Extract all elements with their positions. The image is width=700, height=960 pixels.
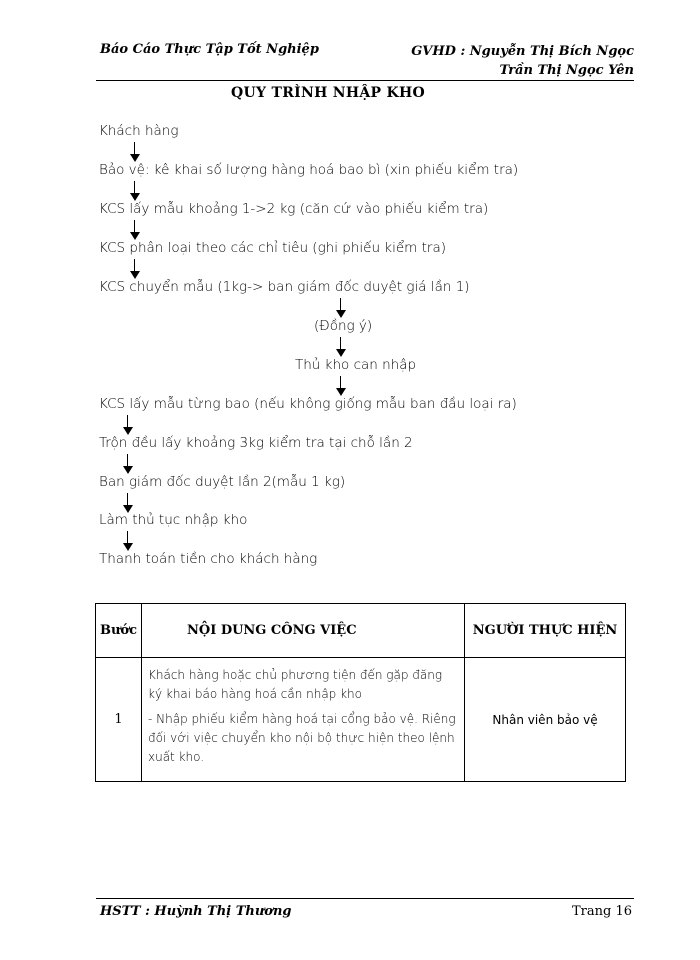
- down-arrow-icon: [130, 220, 140, 240]
- down-arrow-icon: [130, 142, 140, 162]
- down-arrow-icon: [336, 376, 346, 396]
- flow-step-warehouse-keeper: Thủ kho can nhập: [295, 357, 417, 373]
- cell-person: Nhân viên bảo vệ: [465, 658, 626, 782]
- procedure-table: [95, 603, 626, 782]
- header-supervisor-2: Trần Thị Ngọc Yên: [499, 63, 634, 78]
- col-header-content: NỘI DUNG CÔNG VIỆC: [142, 604, 465, 658]
- cell-content: [142, 658, 465, 782]
- table-row: [96, 658, 626, 782]
- down-arrow-icon: [336, 337, 346, 357]
- cell-content-paragraph-1: Khách hàng hoặc chủ phương tiện đến gặp đăng ký khai báo hàng hoá cần nhập kho: [148, 668, 443, 701]
- cell-content-paragraph-2: - Nhập phiếu kiểm hàng hoá tại cổng bảo vệ. Riêng đối với việc chuyển kho nội bộ thực hiện theo lệnh xuất kho.: [148, 712, 456, 764]
- down-arrow-icon: [123, 415, 133, 435]
- col-header-step: Bước: [96, 604, 142, 658]
- down-arrow-icon: [130, 259, 140, 279]
- header-supervisor-1: GVHD : Nguyễn Thị Bích Ngọc: [411, 44, 634, 59]
- down-arrow-icon: [123, 493, 133, 513]
- page-title: QUY TRÌNH NHẬP KHO: [231, 85, 426, 101]
- flow-step-security: Bảo vệ: kê khai số lượng hàng hoá bao bì (xin phiếu kiểm tra): [99, 162, 519, 178]
- flow-step-kcs-transfer: KCS chuyển mẫu (1kg-> ban giám đốc duyệt giá lần 1): [99, 279, 470, 295]
- footer-student: HSTT : Huỳnh Thị Thương: [100, 904, 292, 919]
- header-supervisors: [411, 42, 634, 80]
- flow-step-payment: Thanh toán tiền cho khách hàng: [99, 551, 318, 567]
- footer-page-number: Trang 16: [571, 904, 632, 919]
- col-header-person: NGƯỜI THỰC HIỆN: [465, 604, 626, 658]
- header-divider: [96, 80, 634, 81]
- flow-step-approved: (Đồng ý): [314, 318, 373, 334]
- down-arrow-icon: [336, 298, 346, 318]
- flow-step-kcs-classify: KCS phân loại theo các chỉ tiêu (ghi phiếu kiểm tra): [99, 240, 446, 256]
- flow-step-import-procedure: Làm thủ tục nhập kho: [99, 512, 248, 528]
- flow-step-customer: Khách hàng: [99, 123, 179, 139]
- footer-divider: [96, 898, 634, 899]
- flow-step-kcs-bag-sample: KCS lấy mẫu từng bao (nếu không giống mẫu ban đầu loại ra): [99, 396, 517, 412]
- down-arrow-icon: [130, 181, 140, 201]
- cell-step-number: 1: [96, 658, 142, 782]
- table-header-row: [96, 604, 626, 658]
- flow-step-mix-check: Trộn đều lấy khoảng 3kg kiểm tra tại chỗ lần 2: [99, 435, 413, 451]
- flow-step-kcs-sample: KCS lấy mẫu khoảng 1->2 kg (căn cứ vào phiếu kiểm tra): [99, 201, 489, 217]
- flow-step-board-approve: Ban giám đốc duyệt lần 2(mẫu 1 kg): [99, 474, 346, 490]
- header-report-title: Báo Cáo Thực Tập Tốt Nghiệp: [100, 42, 319, 57]
- down-arrow-icon: [123, 454, 133, 474]
- down-arrow-icon: [123, 531, 133, 551]
